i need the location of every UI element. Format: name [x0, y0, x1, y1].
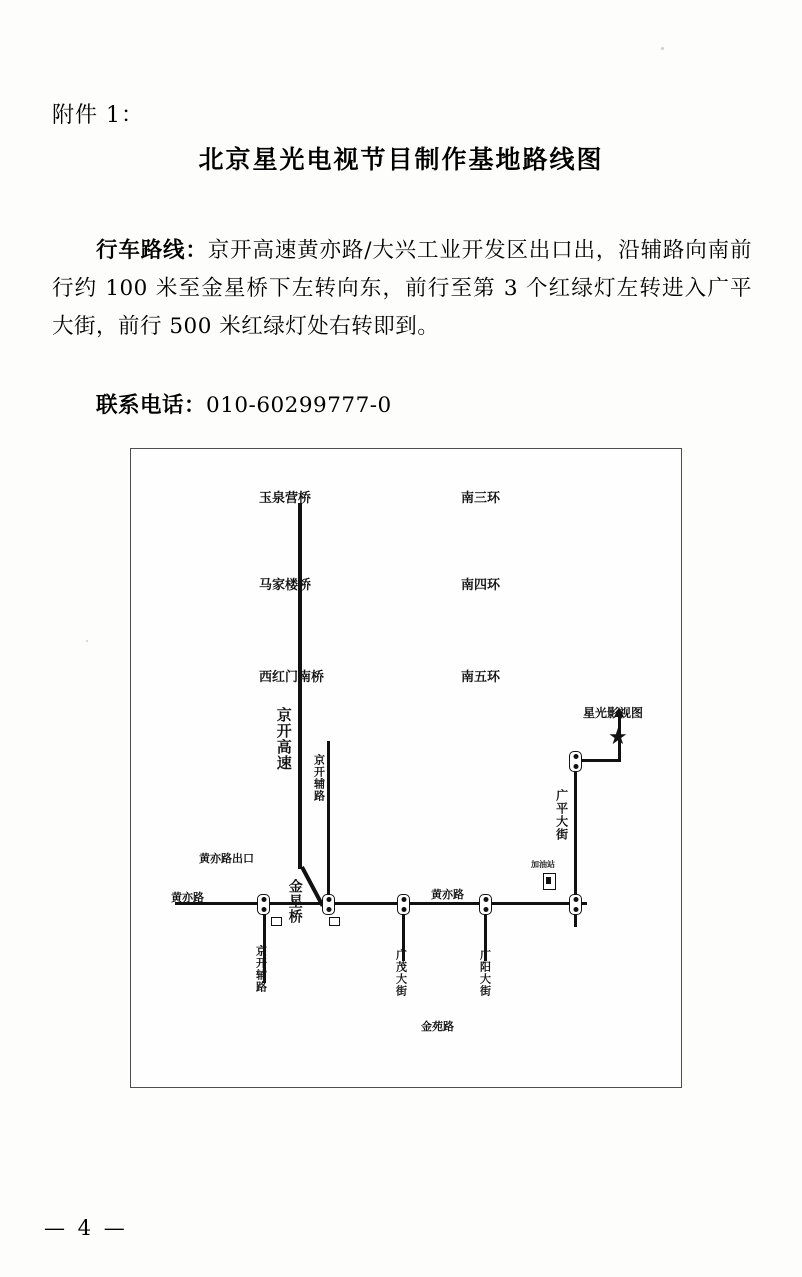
label-south-3rd-ring: 南三环: [461, 491, 501, 506]
label-huangyi-road-west: 黄亦路: [171, 891, 204, 904]
road-jingkai-expressway: [298, 503, 302, 869]
traffic-light-guangmao: [397, 894, 410, 915]
label-jingkai-expressway: 京开高速: [274, 707, 293, 771]
label-jinyuan-road: 金苑路: [421, 1020, 454, 1033]
label-jinxing-bridge: 金星桥: [286, 879, 303, 924]
scan-speck: [86, 640, 88, 642]
label-majialou-bridge: 马家楼桥: [259, 578, 312, 593]
route-paragraph: [52, 232, 752, 346]
label-jingkai-service-road-lower: 京开辅路: [254, 945, 268, 993]
road-expressway-ramp: [300, 866, 324, 907]
contact-phone-label: 联系电话：: [96, 393, 207, 418]
route-map: [130, 448, 682, 1088]
map-marker-box-2: [271, 917, 282, 926]
traffic-light-jinxing-bridge: [257, 894, 270, 915]
traffic-light-studio-turn: [569, 751, 582, 772]
page-title: 北京星光电视节目制作基地路线图: [198, 145, 604, 174]
traffic-light-1: [322, 894, 335, 915]
label-xihongmen-south-bridge: 西红门南桥: [259, 670, 325, 685]
route-text: 京开高速黄亦路/大兴工业开发区出口出，沿辅路向南前行约 100 米至金星桥下左转向东，前行至第 3 个红绿灯左转进入广平大街，前行 500 米红绿灯处右转即到。: [52, 238, 752, 339]
scan-speck: [661, 47, 664, 50]
label-south-4th-ring: 南四环: [461, 578, 501, 593]
label-yuquanying-bridge: 玉泉营桥: [259, 491, 312, 506]
star-icon: ★: [608, 725, 628, 750]
label-gas-station: 加油站: [531, 860, 555, 869]
route-label: 行车路线：: [96, 238, 208, 263]
label-jingkai-service-road-upper: 京开辅路: [312, 754, 326, 802]
label-xingguang-studio: 星光影视图: [583, 706, 644, 720]
contact-phone-line: [96, 388, 392, 419]
traffic-light-guangyang: [479, 894, 492, 915]
label-guangyang-street: 广阳大街: [478, 949, 492, 997]
contact-phone-value: 010-60299777-0: [206, 393, 392, 418]
traffic-light-guangping: [569, 894, 582, 915]
road-right-vertical: [574, 759, 577, 905]
label-guangping-street: 广平大街: [554, 789, 569, 841]
route-map-canvas: [131, 449, 681, 1087]
road-huangyi: [175, 902, 587, 905]
map-marker-box-1: [329, 917, 340, 926]
label-south-5th-ring: 南五环: [461, 670, 501, 685]
label-guangmao-street: 广茂大街: [394, 949, 408, 997]
road-jingkai-service: [327, 741, 330, 904]
label-huangyi-road-exit: 黄亦路出口: [199, 852, 254, 865]
label-huangyi-road-mid: 黄亦路: [431, 888, 464, 901]
attachment-label: 附件 1：: [52, 103, 144, 128]
page-number: — 4 —: [44, 1216, 128, 1240]
gas-station-icon: [543, 873, 556, 890]
